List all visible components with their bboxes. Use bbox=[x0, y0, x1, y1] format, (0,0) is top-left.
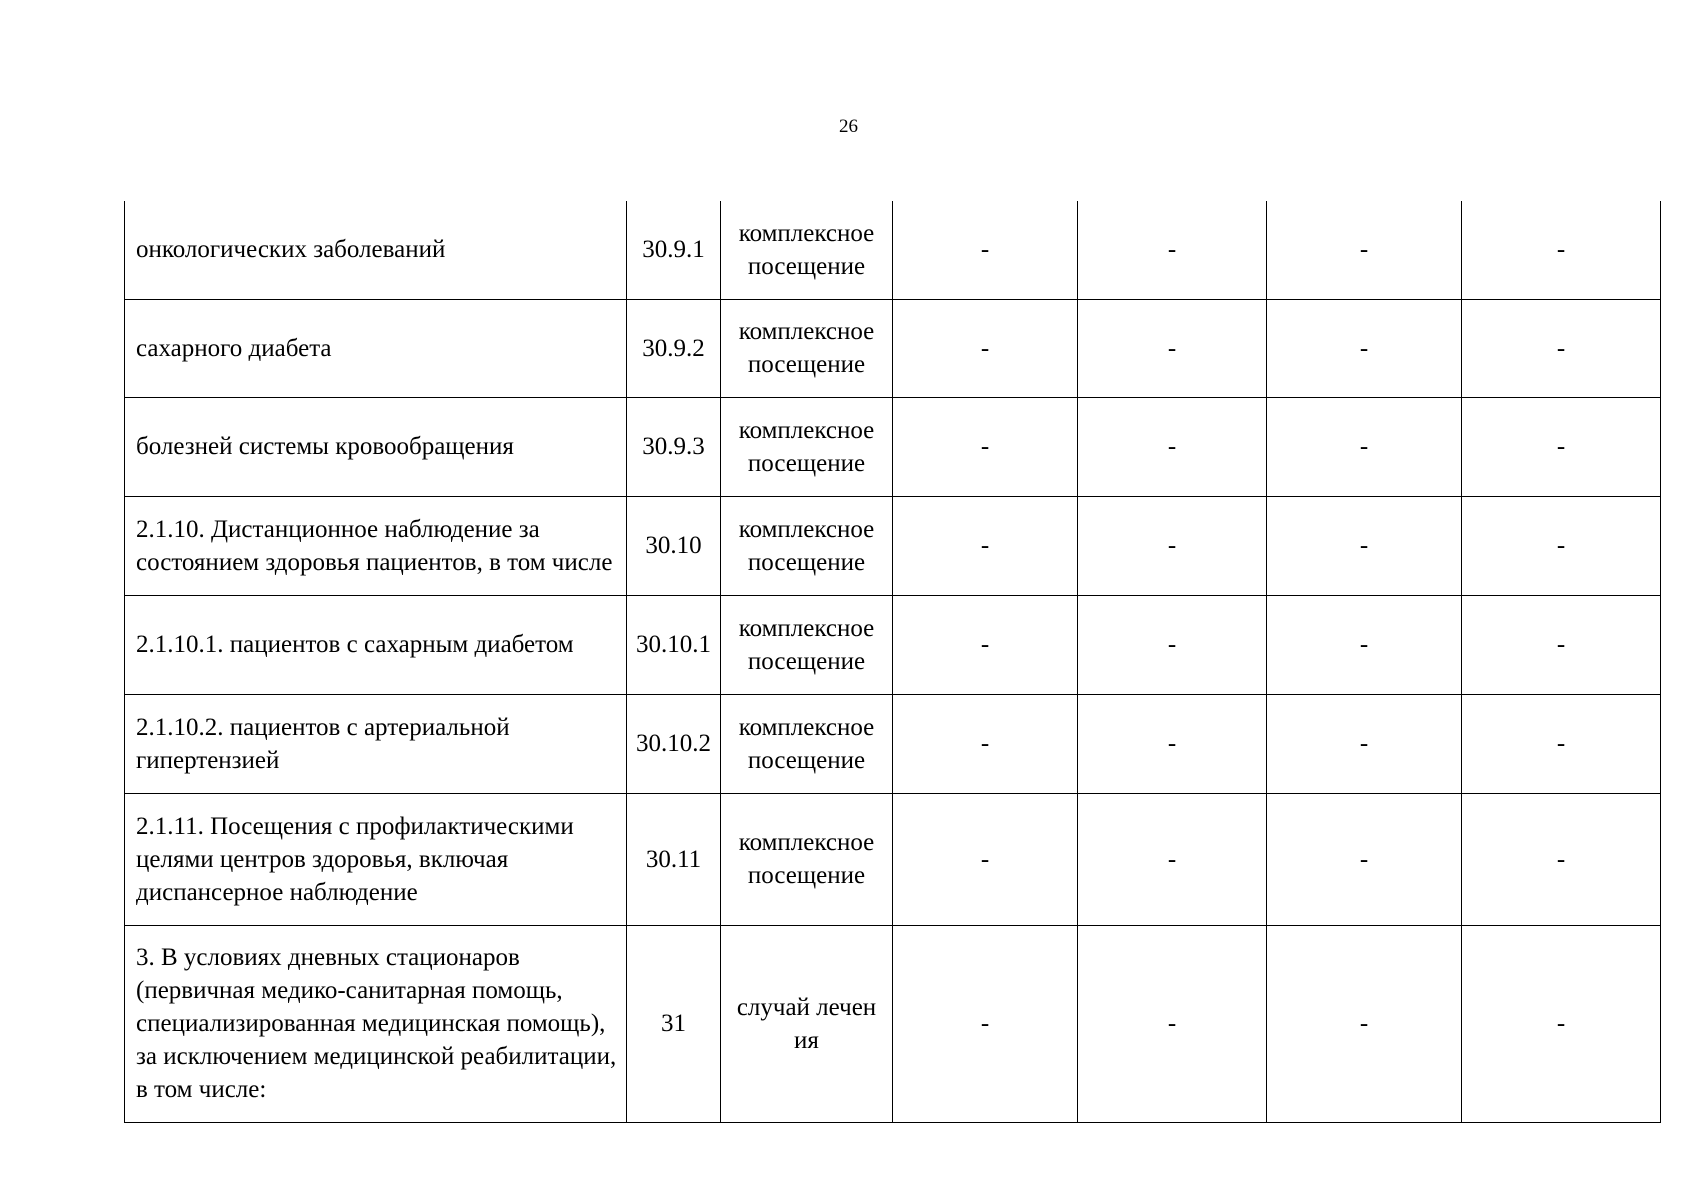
row-value: - bbox=[1462, 925, 1661, 1122]
table-row bbox=[125, 595, 1661, 694]
row-code: 30.9.1 bbox=[627, 201, 721, 299]
row-value: - bbox=[1078, 793, 1267, 925]
row-value: - bbox=[1462, 595, 1661, 694]
row-value: - bbox=[1078, 299, 1267, 397]
row-code: 30.11 bbox=[627, 793, 721, 925]
row-code: 30.9.3 bbox=[627, 397, 721, 496]
row-value: - bbox=[1267, 793, 1462, 925]
row-unit: комплексное посещение bbox=[721, 201, 893, 299]
table-row bbox=[125, 397, 1661, 496]
row-name: сахарного диабета bbox=[125, 299, 627, 397]
row-value: - bbox=[1078, 397, 1267, 496]
row-value: - bbox=[893, 299, 1078, 397]
row-unit: комплексное посещение bbox=[721, 496, 893, 595]
row-value: - bbox=[1267, 397, 1462, 496]
row-value: - bbox=[1462, 201, 1661, 299]
row-value: - bbox=[893, 595, 1078, 694]
row-value: - bbox=[1078, 201, 1267, 299]
row-value: - bbox=[893, 694, 1078, 793]
row-name: 2.1.11. Посещения с профилактическими целями центров здоровья, включая диспансерное наблюдение bbox=[125, 793, 627, 925]
row-value: - bbox=[1462, 397, 1661, 496]
table-row bbox=[125, 925, 1661, 1122]
row-value: - bbox=[1462, 694, 1661, 793]
row-value: - bbox=[1462, 496, 1661, 595]
row-value: - bbox=[1267, 299, 1462, 397]
row-name: 2.1.10.2. пациентов с артериальной гипертензией bbox=[125, 694, 627, 793]
row-unit: комплексное посещение bbox=[721, 397, 893, 496]
row-name: болезней системы кровообращения bbox=[125, 397, 627, 496]
table-row bbox=[125, 793, 1661, 925]
table-row bbox=[125, 201, 1661, 299]
row-value: - bbox=[1078, 496, 1267, 595]
row-value: - bbox=[1267, 925, 1462, 1122]
row-value: - bbox=[1267, 694, 1462, 793]
row-code: 31 bbox=[627, 925, 721, 1122]
row-code: 30.10.1 bbox=[627, 595, 721, 694]
row-value: - bbox=[893, 201, 1078, 299]
row-code: 30.10.2 bbox=[627, 694, 721, 793]
row-value: - bbox=[1078, 595, 1267, 694]
row-value: - bbox=[893, 397, 1078, 496]
row-unit: случай лечения bbox=[721, 925, 893, 1122]
row-code: 30.9.2 bbox=[627, 299, 721, 397]
row-unit: комплексное посещение bbox=[721, 299, 893, 397]
data-table bbox=[124, 201, 1661, 1123]
row-value: - bbox=[893, 496, 1078, 595]
row-unit: комплексное посещение bbox=[721, 595, 893, 694]
row-name: онкологических заболеваний bbox=[125, 201, 627, 299]
table-row bbox=[125, 299, 1661, 397]
row-value: - bbox=[1267, 595, 1462, 694]
row-name: 2.1.10.1. пациентов с сахарным диабетом bbox=[125, 595, 627, 694]
table-row bbox=[125, 694, 1661, 793]
row-value: - bbox=[1462, 299, 1661, 397]
page-number: 26 bbox=[839, 116, 858, 137]
row-unit: комплексное посещение bbox=[721, 793, 893, 925]
row-value: - bbox=[1267, 201, 1462, 299]
row-name: 3. В условиях дневных стационаров (первичная медико-санитарная помощь, специализированная медицинская помощь), за исключением медицинской реабилитации, в том числе: bbox=[125, 925, 627, 1122]
table-row bbox=[125, 496, 1661, 595]
row-value: - bbox=[1267, 496, 1462, 595]
row-value: - bbox=[1078, 694, 1267, 793]
row-value: - bbox=[1462, 793, 1661, 925]
row-unit: комплексное посещение bbox=[721, 694, 893, 793]
row-value: - bbox=[893, 793, 1078, 925]
row-value: - bbox=[893, 925, 1078, 1122]
row-value: - bbox=[1078, 925, 1267, 1122]
row-code: 30.10 bbox=[627, 496, 721, 595]
row-name: 2.1.10. Дистанционное наблюдение за состоянием здоровья пациентов, в том числе bbox=[125, 496, 627, 595]
